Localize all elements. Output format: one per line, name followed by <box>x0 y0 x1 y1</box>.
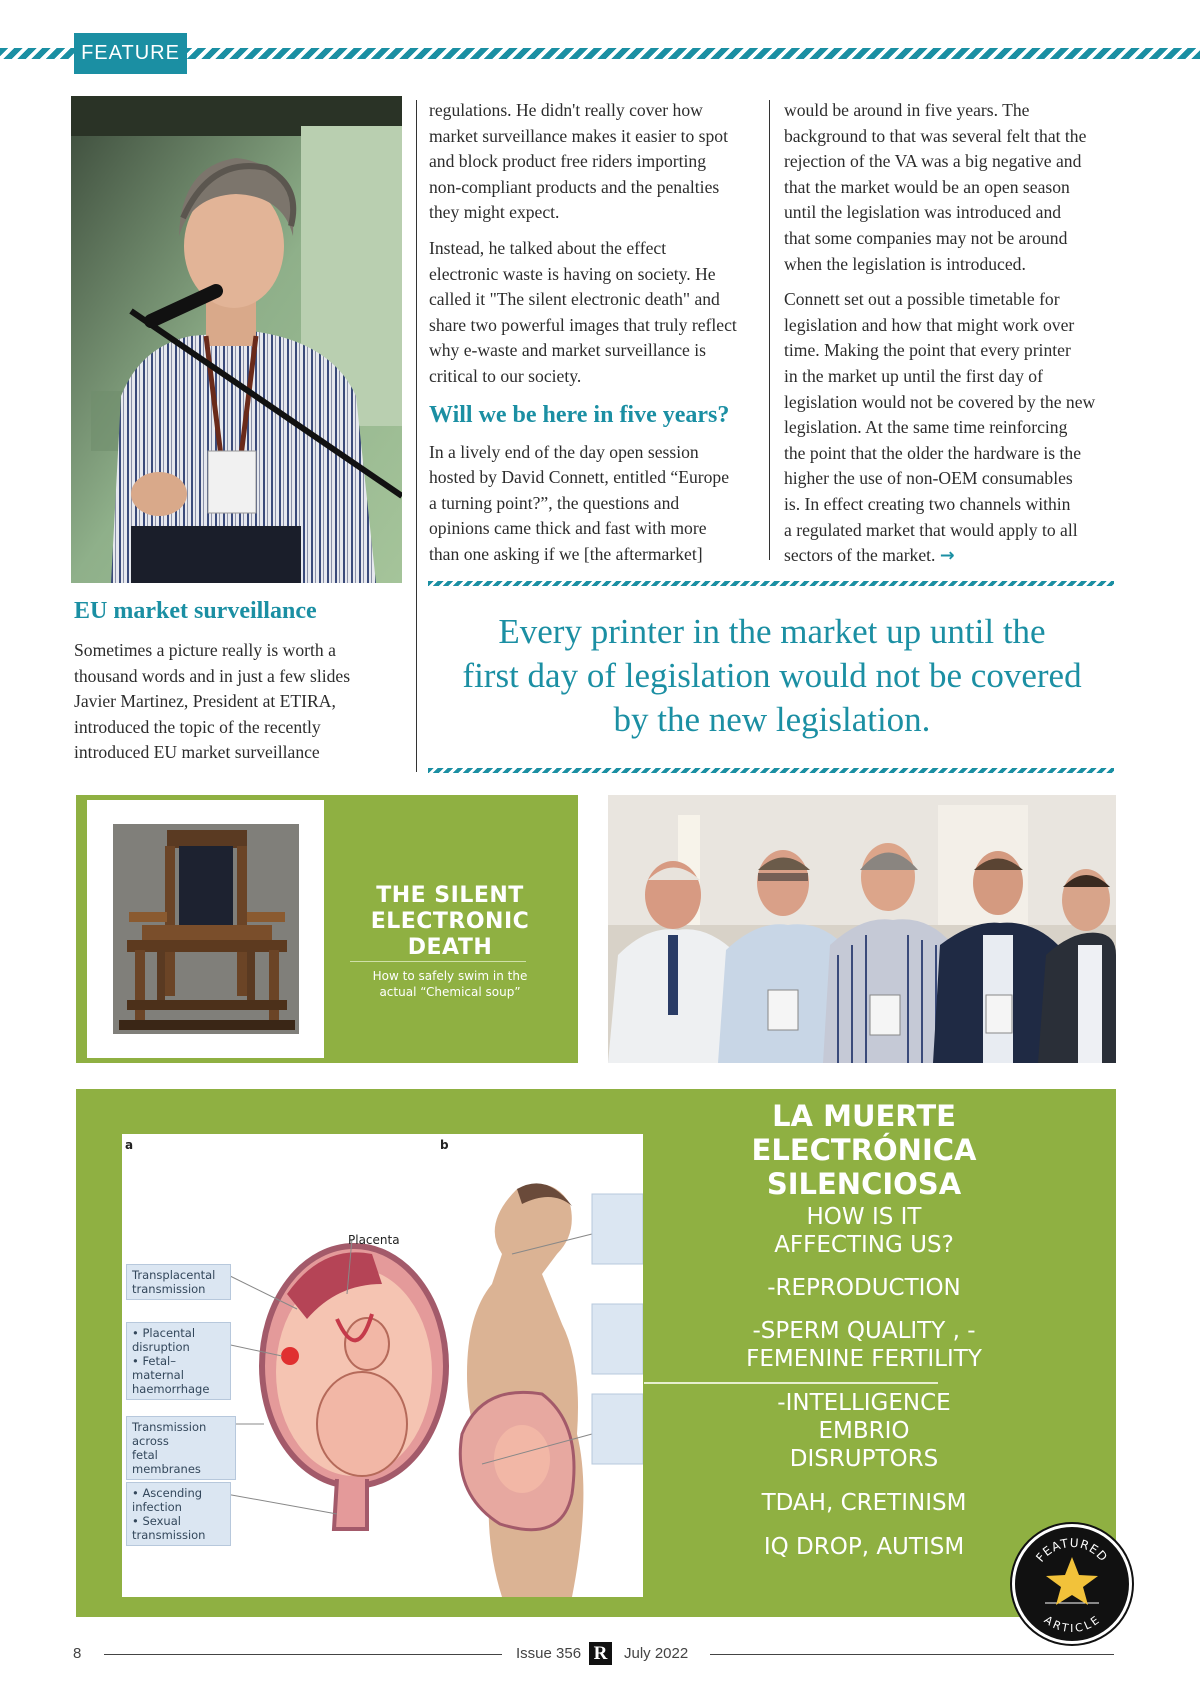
text-line: would be around in five years. The <box>784 100 1030 120</box>
text-line: electronic waste is having on society. He <box>429 263 716 284</box>
text-line: legislation. At the same time reinforcing <box>784 417 1068 438</box>
text-line: in the market up until the first day of <box>784 365 1043 386</box>
subheading-eu-market-surveillance: EU market surveillance <box>74 598 317 624</box>
paragraph <box>429 236 765 390</box>
text-line: they might expect. <box>429 202 560 223</box>
label-line: • Fetal–maternal <box>132 1354 184 1382</box>
slide2-item-line: -INTELLIGENCE <box>777 1390 951 1416</box>
text-line: thousand words and in just a few slides <box>74 665 351 686</box>
text-line-end: sectors of the market. <box>784 545 936 566</box>
issue-number: Issue 356 <box>516 1645 582 1662</box>
column-divider <box>769 100 770 560</box>
slide-silent-electronic-death <box>76 795 578 1063</box>
footer-rule-right <box>710 1654 1114 1655</box>
text-line: background to that was several felt that the <box>784 125 1087 146</box>
text-line <box>784 543 1120 570</box>
slide2-question-line: HOW IS IT <box>806 1204 922 1230</box>
text-line: that some companies may not be around <box>784 227 1068 248</box>
slide-divider <box>350 961 526 962</box>
label-line: fetal membranes <box>132 1448 201 1476</box>
slide2-item-fertility <box>684 1317 1044 1373</box>
slide2-item-line: EMBRIO <box>818 1418 910 1444</box>
pullquote-bottom-rule <box>428 768 1114 773</box>
slide2-item-reproduction: -REPRODUCTION <box>767 1275 961 1301</box>
text-line: regulations. He didn't really cover how <box>429 100 703 120</box>
column-1 <box>74 596 394 766</box>
text-line: introduced the topic of the recently <box>74 716 321 737</box>
label-placental-disruption <box>126 1322 231 1400</box>
text-line: called it "The silent electronic death" and <box>429 289 720 310</box>
paragraph <box>429 98 765 226</box>
label-line: Transmission across <box>132 1420 207 1448</box>
text-line: Sometimes a picture really is worth a <box>74 640 336 660</box>
text-line: time. Making the point that every printer <box>784 340 1071 361</box>
text-line: hosted by David Connett, entitled “Europe <box>429 467 730 488</box>
text-line: rejection of the VA was a big negative and <box>784 151 1082 172</box>
diagram-letter-b: b <box>440 1138 449 1152</box>
label-line: transmission <box>132 1528 206 1542</box>
slide-title <box>332 883 568 961</box>
diagram-letter-a: a <box>125 1138 134 1152</box>
paragraph <box>429 440 765 568</box>
label-fetal-membranes <box>126 1416 236 1480</box>
text-line: non-compliant products and the penalties <box>429 176 720 197</box>
text-line: legislation would not be covered by the new <box>784 391 1096 412</box>
slide2-item-iq: IQ DROP, AUTISM <box>763 1534 965 1560</box>
text-line: that the market would be an open season <box>784 176 1070 197</box>
paragraph <box>784 98 1120 277</box>
star-icon <box>1046 1557 1098 1605</box>
continue-arrow-icon: → <box>939 546 955 567</box>
slide2-connector-line <box>644 1382 938 1384</box>
label-ascending-infection <box>126 1482 231 1546</box>
slide2-item-line: FEMENINE FERTILITY <box>746 1346 982 1372</box>
slide-subtitle <box>332 968 568 1000</box>
column-2 <box>429 98 765 578</box>
label-line: • Sexual <box>132 1514 181 1528</box>
page-number: 8 <box>73 1645 82 1662</box>
label-line: Transplacental <box>132 1268 216 1282</box>
slide2-title-line: ELECTRÓNICA <box>751 1133 977 1167</box>
issue-date: July 2022 <box>624 1645 689 1662</box>
footer-rule-left <box>104 1654 502 1655</box>
text-line: why e-waste and market surveillance is <box>429 340 706 361</box>
text-line: Javier Martinez, President at ETIRA, <box>74 691 336 712</box>
paragraph <box>74 638 394 766</box>
text-line: critical to our society. <box>429 365 582 386</box>
text-line: than one asking if we [the aftermarket] <box>429 543 703 564</box>
placenta-label: Placenta <box>348 1233 400 1247</box>
text-line: until the legislation was introduced and <box>784 202 1062 223</box>
slide-image-frame <box>87 800 324 1058</box>
text-line: and block product free riders importing <box>429 151 707 172</box>
label-line: • Ascending <box>132 1486 203 1500</box>
text-line: higher the use of non-OEM consumables <box>784 468 1073 489</box>
text-line: share two powerful images that truly reflect <box>429 314 737 335</box>
svg-text:ARTICLE <box>1042 1613 1103 1635</box>
label-line: disruption <box>132 1340 190 1354</box>
text-line: is. In effect creating two channels within <box>784 493 1071 514</box>
text-line: the point that the older the hardware is the <box>784 442 1082 463</box>
text-line: opinions came thick and fast with more <box>429 518 707 539</box>
badge-text-bottom: ARTICLE <box>1041 1613 1103 1636</box>
slide2-question-line: AFFECTING US? <box>774 1232 954 1258</box>
text-line: a regulated market that would apply to all <box>784 519 1078 540</box>
electric-chair-image <box>87 800 324 1058</box>
slide2-item-line: DISRUPTORS <box>789 1446 939 1472</box>
label-transplacental <box>126 1264 231 1300</box>
pull-quote-line: first day of legislation would not be covered <box>462 656 1082 695</box>
slide2-title-line: SILENCIOSA <box>766 1167 962 1201</box>
slide2-item-line: -SPERM QUALITY , - <box>752 1318 976 1344</box>
pregnancy-diagram <box>122 1134 643 1597</box>
label-line: transmission <box>132 1282 206 1296</box>
text-line: introduced EU market surveillance <box>74 742 320 763</box>
text-line: a turning point?”, the questions and <box>429 492 680 513</box>
featured-article-badge <box>1012 1524 1132 1644</box>
slide2-question <box>684 1203 1044 1259</box>
group-photo <box>608 795 1116 1063</box>
text-line: Instead, he talked about the effect <box>429 237 667 258</box>
text-line: when the legislation is introduced. <box>784 253 1026 274</box>
text-line: Connett set out a possible timetable for <box>784 289 1060 310</box>
pull-quote-line: Every printer in the market up until the <box>498 612 1046 651</box>
slide-title-line: DEATH <box>407 935 493 960</box>
column-divider <box>416 100 417 772</box>
text-line: market surveillance makes it easier to spot <box>429 125 728 146</box>
label-line: infection <box>132 1500 182 1514</box>
slide2-item-intelligence <box>684 1389 1044 1473</box>
magazine-logo: R <box>589 1642 612 1665</box>
page-footer <box>0 1642 1200 1666</box>
label-line: haemorrhage <box>132 1382 210 1396</box>
pull-quote <box>430 610 1114 742</box>
paragraph <box>784 287 1120 570</box>
slide-subtitle-line: How to safely swim in the <box>372 969 528 983</box>
label-line: • Placental <box>132 1326 196 1340</box>
pullquote-top-rule <box>428 581 1114 586</box>
column-3 <box>784 98 1120 580</box>
slide-subtitle-line: actual “Chemical soup” <box>379 985 521 999</box>
section-label: FEATURE <box>74 33 187 74</box>
slide2-item-tdah: TDAH, CRETINISM <box>761 1490 967 1516</box>
slide-title-line: ELECTRONIC <box>370 909 530 934</box>
badge-text-top: FEATURED <box>1033 1535 1111 1565</box>
text-line: In a lively end of the day open session <box>429 441 699 462</box>
pull-quote-line: by the new legislation. <box>613 700 931 739</box>
slide-title-line: THE SILENT <box>376 883 524 908</box>
slide2-title <box>684 1099 1044 1201</box>
subheading-five-years: Will we be here in five years? <box>429 401 730 428</box>
speaker-photo <box>71 96 402 583</box>
slide-la-muerte-electronica <box>76 1089 1116 1617</box>
text-line: legislation and how that might work over <box>784 314 1075 335</box>
slide2-title-line: LA MUERTE <box>772 1099 956 1133</box>
